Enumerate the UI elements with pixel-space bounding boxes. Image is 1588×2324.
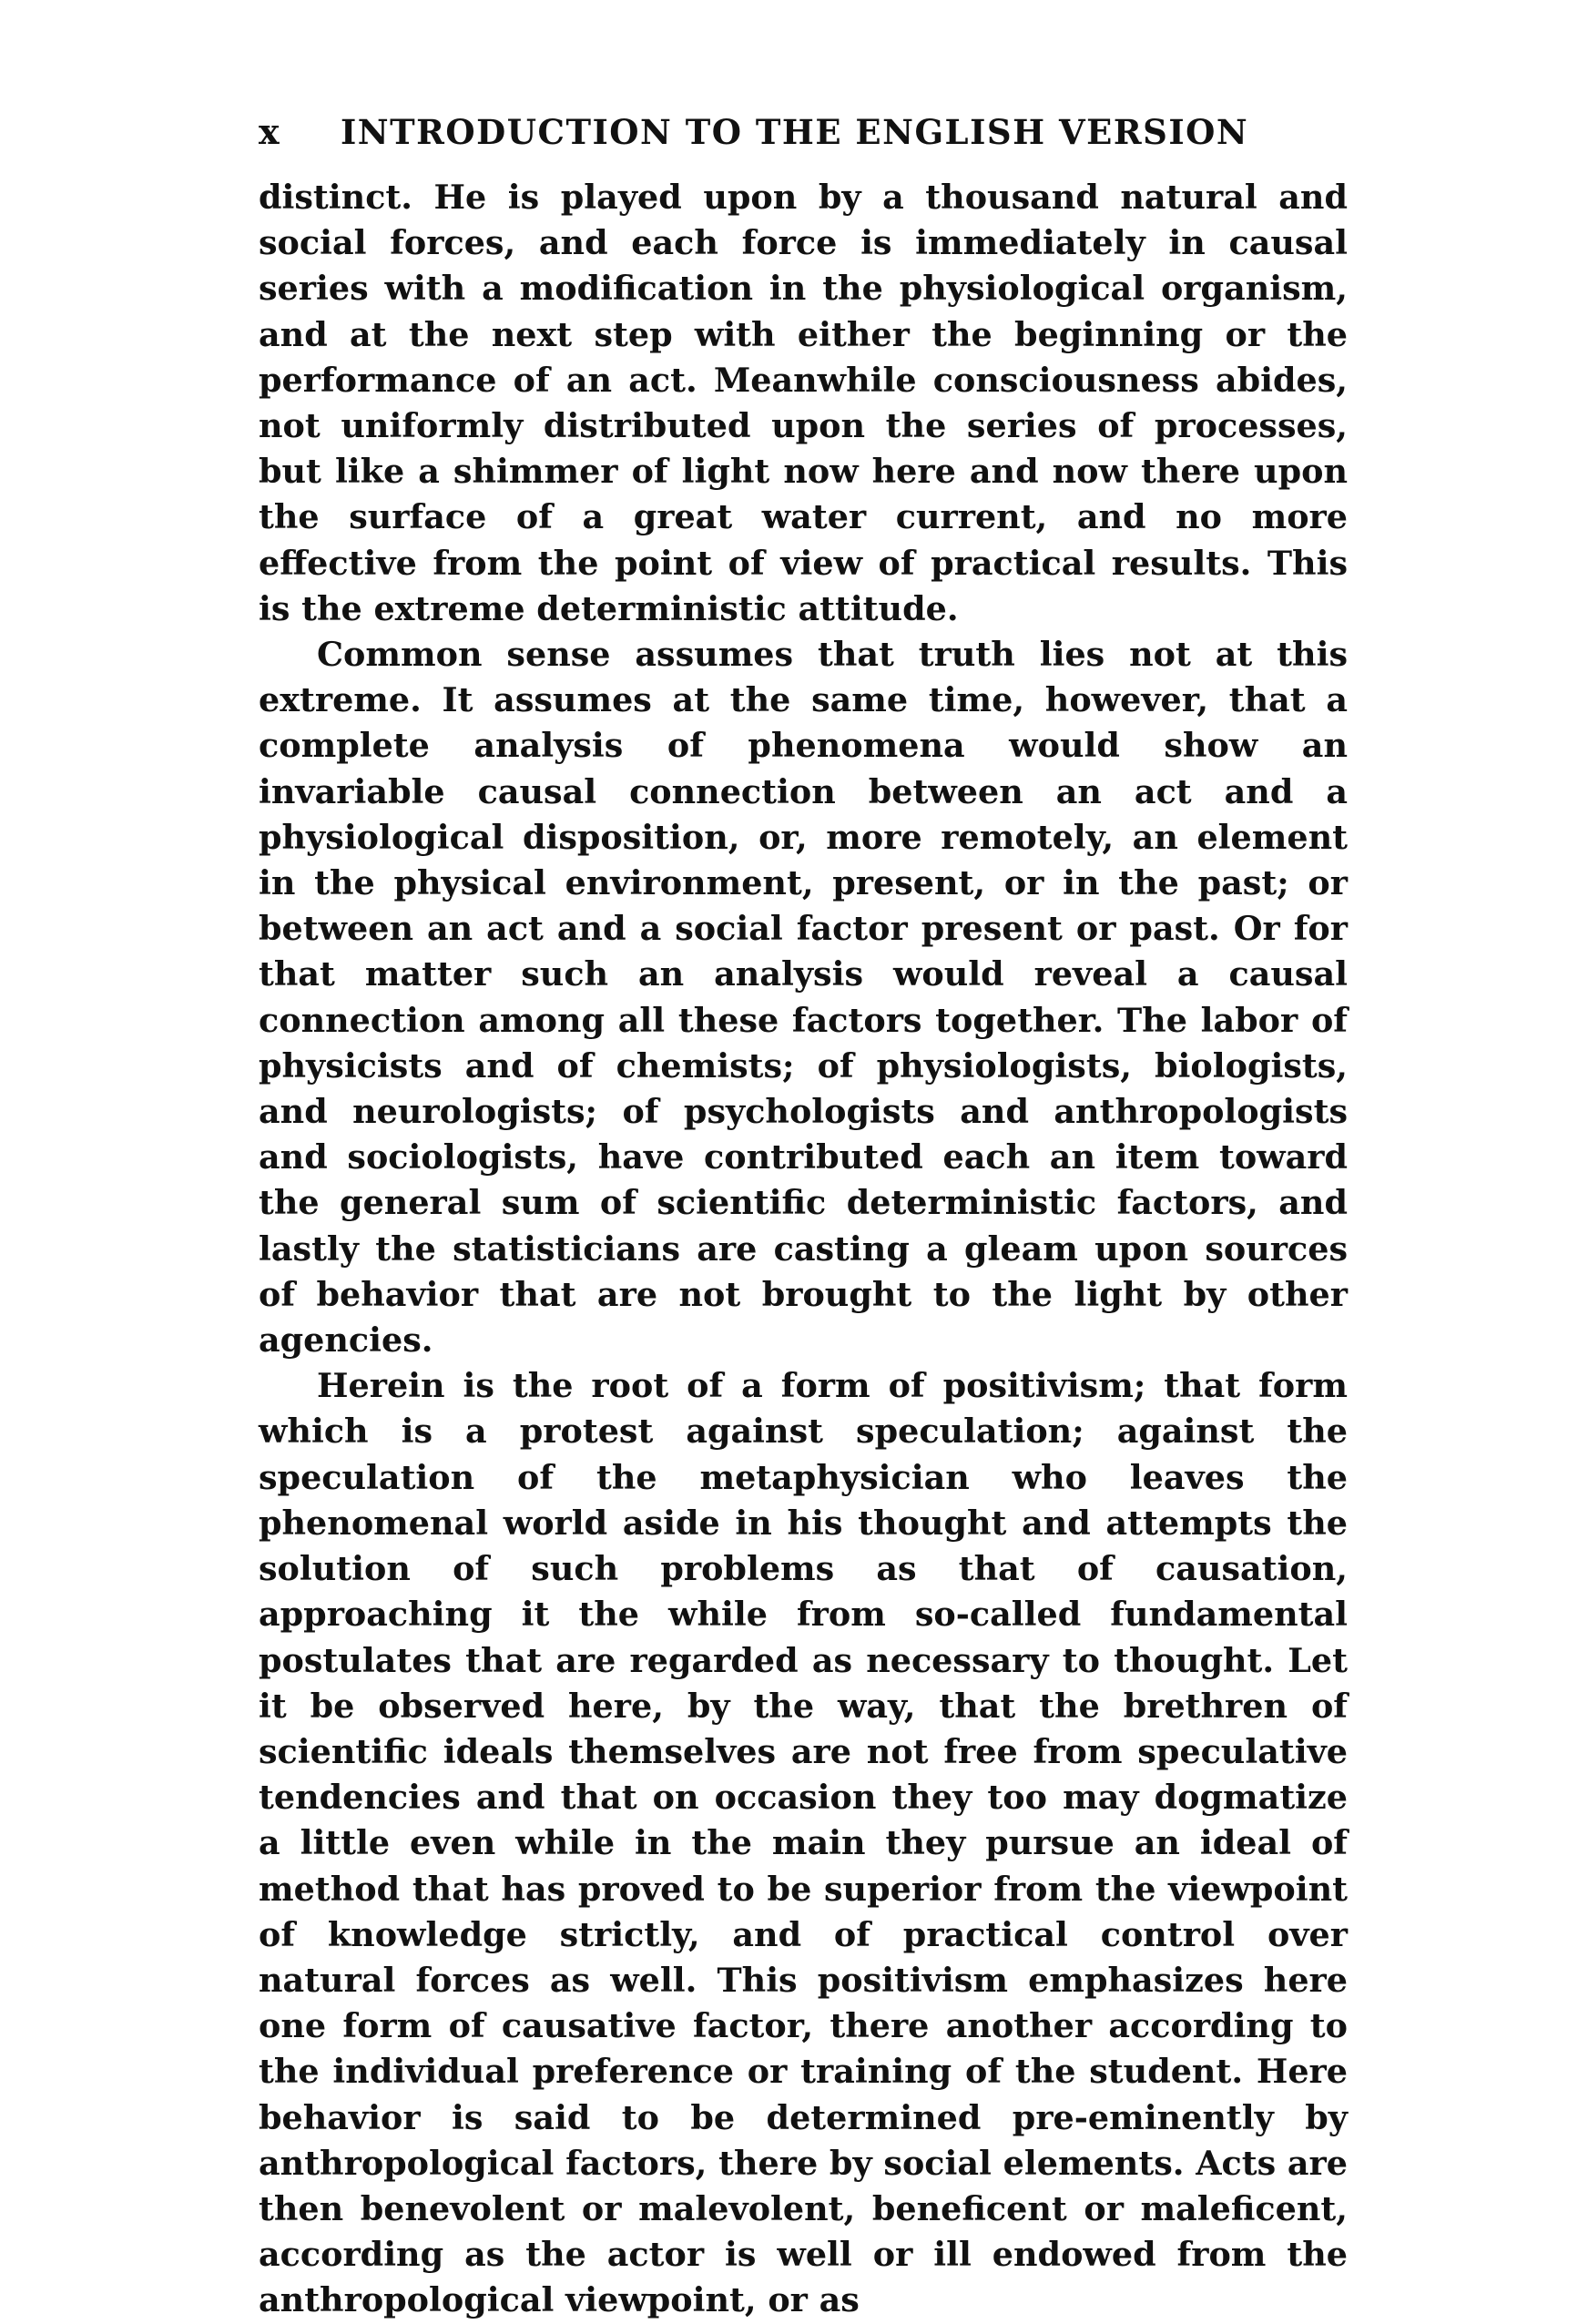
paragraph-positivism: Herein is the root of a form of positivism; that form which is a protest against speculation; against the speculation of the metaphysician who leaves the phenomenal world aside in his thought and attempts the solution of such problems as that of causation, approaching it the while from so-called fundamental postulates that are regarded as necessary to thought. Let it be observed here, by the way, that the brethren of scientific ideals themselves are not free from speculative tendencies and that on occasion they too may dogmatize a little even while in the main they pursue an ideal of method that has proved to be superior from the viewpoint of knowledge strictly, and of practical control over natural forces as well. This positivism emphasizes here one form of causative factor, there another according to the individual preference or training of the student. Here behavior is said to be determined pre-eminently by anthropological factors, there by social elements. Acts are then benevolent or malevolent, beneficent or maleficent, according as the actor is well or ill endowed from the anthropological viewpoint, or as [259, 1366, 1348, 2320]
body-text [259, 175, 1348, 2324]
running-title: INTRODUCTION TO THE ENGLISH VERSION [341, 112, 1249, 152]
running-head [259, 111, 1348, 162]
page-number: x [259, 111, 281, 152]
book-page [259, 111, 1348, 2324]
paragraph-continued: distinct. He is played upon by a thousand natural and social forces, and each force is immediately in causal series with a modification in the physiological organism, and at the next step with either the beginning or the performance of an act. Meanwhile consciousness abides, not uniformly distributed upon the series of processes, but like a shimmer of light now here and now there upon the surface of a great water current, and no more effective from the point of view of practical results. This is the extreme deterministic attitude. [259, 178, 1348, 628]
paragraph-common-sense: Common sense assumes that truth lies not at this extreme. It assumes at the same time, however, that a complete analysis of phenomena would show an invariable causal connection between an act and a physiological disposition, or, more remotely, an element in the physical environment, present, or in the past; or between an act and a social factor present or past. Or for that matter such an analysis would reveal a causal connection among all these factors together. The labor of physicists and of chemists; of physiologists, biologists, and neurologists; of psychologists and anthropologists and sociologists, have contributed each an item toward the general sum of scientific deterministic factors, and lastly the statisticians are casting a gleam upon sources of behavior that are not brought to the light by other agencies. [259, 635, 1348, 1361]
